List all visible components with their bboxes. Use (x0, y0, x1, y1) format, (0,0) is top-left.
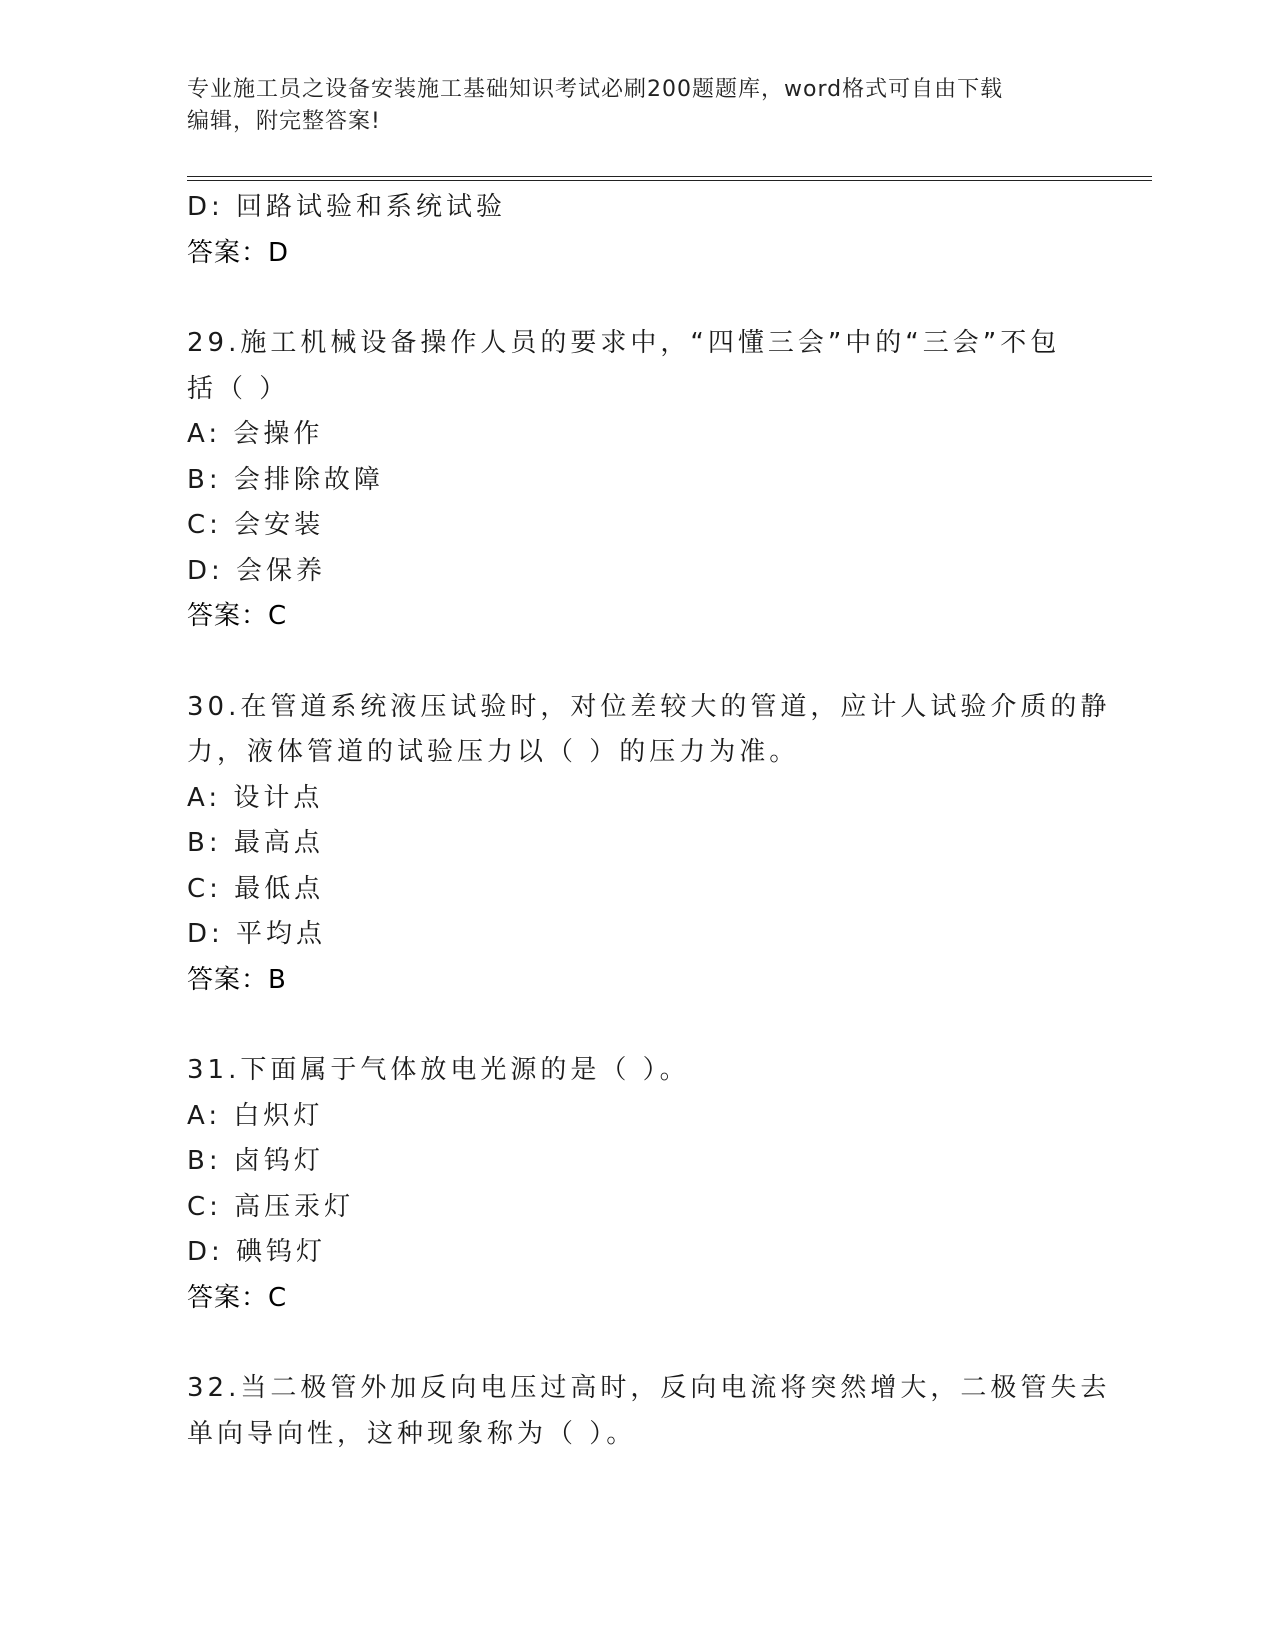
question-29-option-c: C: 会安装 (187, 510, 325, 540)
spacer (187, 276, 1087, 321)
question-29-option-d: D: 会保养 (187, 555, 327, 586)
question-31-text-1: 31.下面属于气体放电光源的是（ ）。 (187, 1055, 690, 1085)
question-32 (187, 1366, 1111, 1457)
header-divider (187, 176, 1152, 181)
spacer (187, 1003, 1087, 1048)
question-31-option-a: A: 白炽灯 (187, 1100, 324, 1131)
question-32-text-1: 32.当二极管外加反向电压过高时，反向电流将突然增大，二极管失去 (187, 1373, 1111, 1403)
question-29-answer: 答案：C (187, 601, 288, 631)
question-30-option-c: C: 最低点 (187, 873, 325, 904)
question-31-option-c: C: 高压汞灯 (187, 1191, 355, 1222)
question-30-option-b: B: 最高点 (187, 828, 324, 858)
prev-answer: 答案：D (187, 237, 290, 268)
question-29-option-a: A: 会操作 (187, 419, 324, 449)
question-30-answer: 答案：B (187, 964, 287, 995)
question-31-option-d: D: 碘钨灯 (187, 1237, 327, 1267)
question-29-option-b: B: 会排除故障 (187, 464, 384, 495)
question-30-text-1: 30.在管道系统液压试验时，对位差较大的管道，应计人试验介质的静 (187, 691, 1111, 722)
question-29-text-2: 括（ ） (187, 373, 290, 404)
question-29-text-1: 29.施工机械设备操作人员的要求中，“四懂三会”中的“三会”不包 (187, 328, 1061, 358)
spacer (187, 640, 1087, 685)
question-30 (187, 685, 1111, 1004)
question-30-text-2: 力，液体管道的试验压力以（ ）的压力为准。 (187, 737, 800, 767)
header-line-2: 编辑，附完整答案! (187, 109, 381, 134)
question-30-option-d: D: 平均点 (187, 919, 327, 949)
question-31-option-b: B: 卤钨灯 (187, 1146, 324, 1176)
question-32-text-2: 单向导向性，这种现象称为（ ）。 (187, 1418, 637, 1449)
question-31-answer: 答案：C (187, 1282, 288, 1313)
question-30-option-a: A: 设计点 (187, 782, 324, 813)
page-header (187, 74, 1087, 138)
question-31 (187, 1048, 1087, 1321)
question-list (187, 185, 1111, 1457)
spacer (187, 1321, 1087, 1366)
question-29 (187, 321, 1087, 640)
header-line-1: 专业施工员之设备安装施工基础知识考试必刷200题题库，word格式可自由下载 (187, 77, 1004, 102)
prev-option-d: D: 回路试验和系统试验 (187, 192, 507, 222)
